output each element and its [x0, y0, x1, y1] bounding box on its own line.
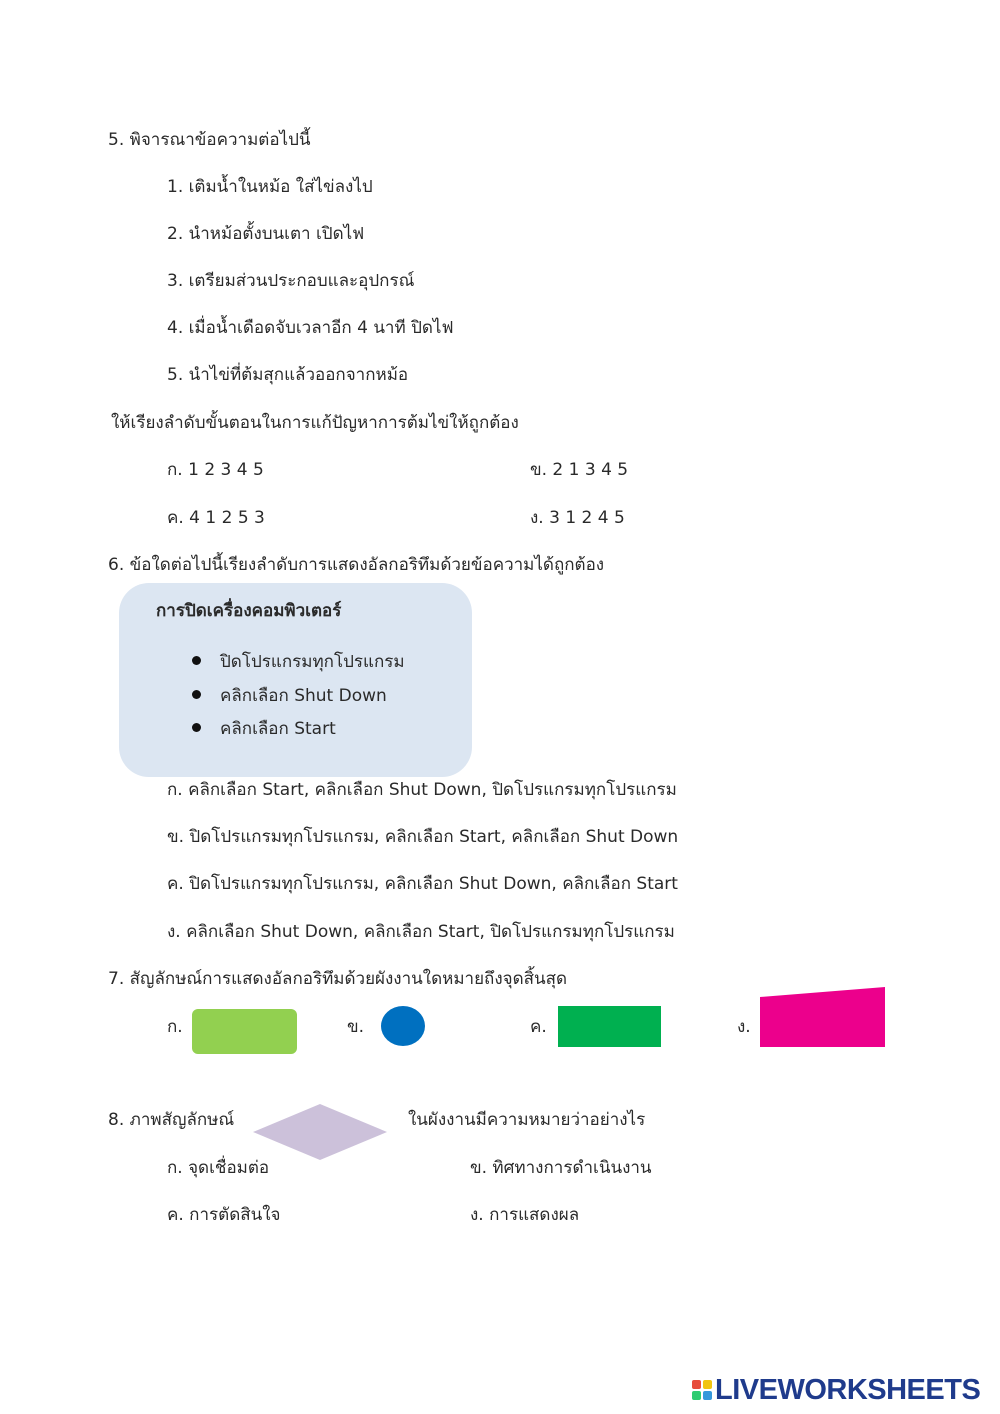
q5-step-1: 1. เติมน้ำในหม้อ ใส่ไข่ลงไป	[167, 177, 373, 197]
q7-title: 7. สัญลักษณ์การแสดงอัลกอริทึมด้วยผังงานใดหมายถึงจุดสิ้นสุด	[108, 969, 568, 989]
q5-step-2: 2. นำหม้อตั้งบนเตา เปิดไฟ	[167, 224, 365, 244]
q8-title-start: 8. ภาพสัญลักษณ์	[108, 1110, 235, 1130]
bullet-icon	[192, 656, 201, 665]
q7-choice-a-label[interactable]: ก.	[167, 1017, 183, 1037]
q7-choice-b-label[interactable]: ข.	[347, 1017, 365, 1037]
q6-title: 6. ข้อใดต่อไปนี้เรียงลำดับการแสดงอัลกอริทึมด้วยข้อความได้ถูกต้อง	[108, 555, 605, 575]
diamond-symbol	[252, 1103, 388, 1161]
q5-choice-a[interactable]: ก. 1 2 3 4 5	[167, 460, 264, 480]
q8-title-end: ในผังงานมีความหมายว่าอย่างไร	[408, 1110, 646, 1130]
bullet-icon	[192, 723, 201, 732]
bullet-icon	[192, 690, 201, 699]
q5-title: 5. พิจารณาข้อความต่อไปนี้	[108, 130, 311, 150]
q5-prompt: ให้เรียงลำดับขั้นตอนในการแก้ปัญหาการต้มไข่ให้ถูกต้อง	[111, 413, 519, 433]
q8-choice-c[interactable]: ค. การตัดสินใจ	[167, 1205, 281, 1225]
q6-choice-b[interactable]: ข. ปิดโปรแกรมทุกโปรแกรม, คลิกเลือก Start, คลิกเลือก Shut Down	[167, 827, 679, 847]
liveworksheets-logo	[692, 1374, 980, 1406]
algorithm-step-3: คลิกเลือก Start	[220, 719, 336, 739]
algorithm-box-title: การปิดเครื่องคอมพิวเตอร์	[156, 601, 342, 621]
q5-step-4: 4. เมื่อน้ำเดือดจับเวลาอีก 4 นาที ปิดไฟ	[167, 318, 454, 338]
q6-choice-d[interactable]: ง. คลิกเลือก Shut Down, คลิกเลือก Start, ปิดโปรแกรมทุกโปรแกรม	[167, 922, 675, 942]
rounded-rectangle-symbol[interactable]	[192, 1009, 297, 1054]
q5-step-5: 5. นำไข่ที่ต้มสุกแล้วออกจากหม้อ	[167, 365, 409, 385]
q8-choice-b[interactable]: ข. ทิศทางการดำเนินงาน	[470, 1158, 652, 1178]
q5-choice-b[interactable]: ข. 2 1 3 4 5	[530, 460, 629, 480]
q8-choice-d[interactable]: ง. การแสดงผล	[470, 1205, 580, 1225]
circle-symbol[interactable]	[381, 1006, 425, 1046]
q5-choice-d[interactable]: ง. 3 1 2 4 5	[530, 508, 625, 528]
algorithm-step-2: คลิกเลือก Shut Down	[220, 686, 387, 706]
q6-choice-c[interactable]: ค. ปิดโปรแกรมทุกโปรแกรม, คลิกเลือก Shut Down, คลิกเลือก Start	[167, 874, 678, 894]
q8-choice-a[interactable]: ก. จุดเชื่อมต่อ	[167, 1158, 270, 1178]
manual-input-symbol[interactable]	[760, 986, 886, 1048]
algorithm-step-1: ปิดโปรแกรมทุกโปรแกรม	[220, 652, 405, 672]
logo-icon	[692, 1380, 712, 1400]
q7-choice-c-label[interactable]: ค.	[530, 1017, 547, 1037]
q5-choice-c[interactable]: ค. 4 1 2 5 3	[167, 508, 265, 528]
q5-step-3: 3. เตรียมส่วนประกอบและอุปกรณ์	[167, 271, 415, 291]
logo-text: LIVEWORKSHEETS	[715, 1373, 981, 1406]
q7-choice-d-label[interactable]: ง.	[737, 1017, 751, 1037]
rectangle-symbol[interactable]	[558, 1006, 661, 1047]
q6-choice-a[interactable]: ก. คลิกเลือก Start, คลิกเลือก Shut Down, ปิดโปรแกรมทุกโปรแกรม	[167, 780, 677, 800]
